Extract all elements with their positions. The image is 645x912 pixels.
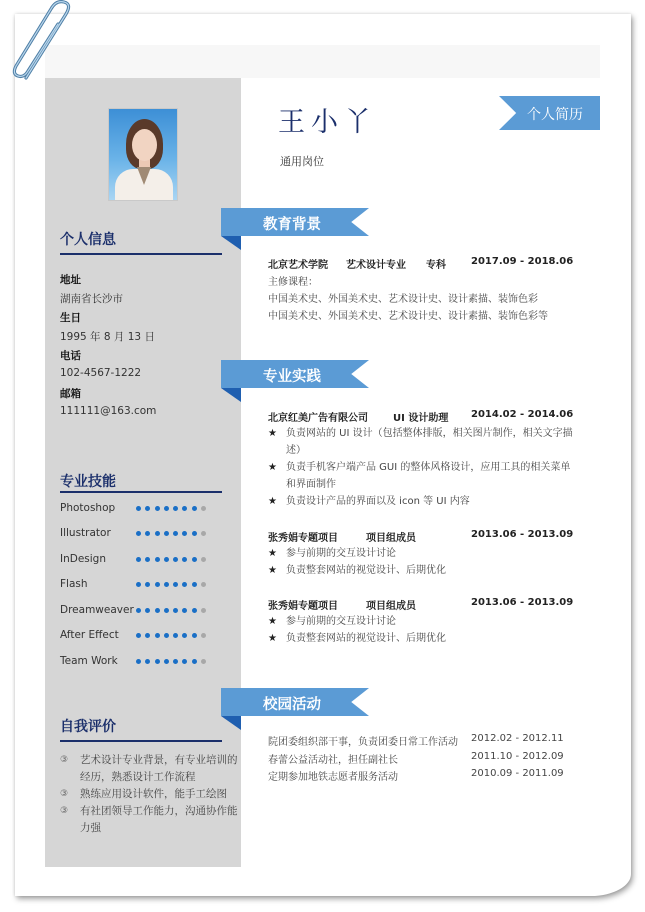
- circled-number-icon: ③: [60, 755, 69, 765]
- dot-icon: [173, 531, 178, 536]
- dot-icon: [145, 557, 150, 562]
- dot-icon: [173, 633, 178, 638]
- address-value: 湖南省长沙市: [60, 293, 123, 305]
- star-icon: ★: [268, 633, 277, 644]
- circled-number-icon: ③: [60, 806, 69, 816]
- skill-row: [60, 629, 225, 643]
- skill-name: Flash: [60, 578, 88, 590]
- dot-icon: [136, 608, 141, 613]
- skill-name: After Effect: [60, 629, 119, 641]
- dot-icon: [192, 633, 197, 638]
- section-ribbon-practice: 专业实践: [221, 360, 369, 402]
- dot-icon: [201, 608, 206, 613]
- dot-icon: [136, 557, 141, 562]
- skill-level-dots: [136, 659, 206, 664]
- skill-row: [60, 604, 225, 618]
- dot-icon: [201, 582, 206, 587]
- dot-icon: [136, 506, 141, 511]
- phone-label: 电话: [60, 350, 81, 362]
- profile-photo: [108, 108, 178, 201]
- dot-icon: [145, 582, 150, 587]
- paperclip-icon: [4, 0, 76, 86]
- skill-level-dots: [136, 557, 206, 562]
- dot-icon: [173, 659, 178, 664]
- dot-icon: [173, 582, 178, 587]
- address-label: 地址: [60, 274, 81, 286]
- dot-icon: [155, 557, 160, 562]
- dot-icon: [164, 659, 169, 664]
- dot-icon: [192, 608, 197, 613]
- job-title: 通用岗位: [280, 155, 324, 168]
- dot-icon: [155, 506, 160, 511]
- self-eval-heading: 自我评价: [60, 719, 116, 735]
- dot-icon: [155, 582, 160, 587]
- dot-icon: [173, 608, 178, 613]
- header-band: [45, 45, 600, 78]
- dot-icon: [145, 608, 150, 613]
- email-value: 111111@163.com: [60, 405, 157, 417]
- dot-icon: [192, 659, 197, 664]
- dot-icon: [182, 557, 187, 562]
- email-label: 邮箱: [60, 388, 81, 400]
- dot-icon: [155, 531, 160, 536]
- star-icon: ★: [268, 616, 277, 627]
- dot-icon: [182, 608, 187, 613]
- skill-level-dots: [136, 531, 206, 536]
- personal-info-heading: 个人信息: [60, 232, 116, 248]
- dot-icon: [136, 582, 141, 587]
- dot-icon: [192, 557, 197, 562]
- section-ribbon-campus: 校园活动: [221, 688, 369, 730]
- dot-icon: [192, 506, 197, 511]
- dot-icon: [136, 531, 141, 536]
- dot-icon: [145, 633, 150, 638]
- dot-icon: [182, 659, 187, 664]
- dot-icon: [164, 633, 169, 638]
- dot-icon: [155, 608, 160, 613]
- birthday-label: 生日: [60, 312, 81, 324]
- dot-icon: [182, 582, 187, 587]
- dot-icon: [201, 557, 206, 562]
- star-icon: ★: [268, 548, 277, 559]
- dot-icon: [201, 633, 206, 638]
- dot-icon: [201, 506, 206, 511]
- course-line: 中国美术史、外国美术史、艺术设计史、设计素描、装饰色彩等: [268, 311, 548, 322]
- skill-name: Dreamweaver: [60, 604, 134, 616]
- self-eval-item: ③ 艺术设计专业背景，有专业培训的经历，熟悉设计工作流程: [60, 754, 238, 783]
- skill-level-dots: [136, 506, 206, 511]
- star-icon: ★: [268, 428, 277, 439]
- star-icon: ★: [268, 565, 277, 576]
- activity-row: 院团委组织部干事，负责团委日常工作活动 2012.02 - 2012.11: [268, 733, 564, 748]
- dot-icon: [182, 506, 187, 511]
- courses-label: 主修课程：: [268, 277, 318, 288]
- dot-icon: [145, 531, 150, 536]
- dot-icon: [164, 582, 169, 587]
- self-eval-item: ③ 有社团领导工作能力，沟通协作能力强: [60, 805, 238, 834]
- dot-icon: [145, 659, 150, 664]
- activity-row: 春蕾公益活动社，担任副社长 2011.10 - 2012.09: [268, 751, 564, 766]
- dot-icon: [192, 582, 197, 587]
- section-ribbon-education: 教育背景: [221, 208, 369, 250]
- star-icon: ★: [268, 462, 277, 473]
- skill-name: Illustrator: [60, 527, 111, 539]
- course-line: 中国美术史、外国美术史、艺术设计史、设计素描、装饰色彩: [268, 294, 538, 305]
- dot-icon: [145, 506, 150, 511]
- skill-row: [60, 553, 225, 567]
- dot-icon: [164, 557, 169, 562]
- resume-tag: 个人简历: [499, 96, 600, 130]
- candidate-name: 王小丫: [278, 107, 377, 138]
- circled-number-icon: ③: [60, 789, 69, 799]
- dot-icon: [136, 659, 141, 664]
- self-eval-item: ③ 熟练应用设计软件，能手工绘图: [60, 786, 240, 803]
- skill-row: [60, 502, 225, 516]
- dot-icon: [201, 659, 206, 664]
- skill-level-dots: [136, 608, 206, 613]
- skill-name: Photoshop: [60, 502, 116, 514]
- dot-icon: [136, 633, 141, 638]
- skill-level-dots: [136, 582, 206, 587]
- skills-heading: 专业技能: [60, 474, 116, 490]
- dot-icon: [164, 531, 169, 536]
- dot-icon: [201, 531, 206, 536]
- dot-icon: [155, 659, 160, 664]
- birthday-value: 1995 年 8 月 13 日: [60, 331, 155, 343]
- dot-icon: [173, 506, 178, 511]
- skill-name: InDesign: [60, 553, 107, 565]
- skill-row: [60, 578, 225, 592]
- divider: [60, 253, 222, 255]
- dot-icon: [173, 557, 178, 562]
- dot-icon: [192, 531, 197, 536]
- activity-row: 定期参加地铁志愿者服务活动 2010.09 - 2011.09: [268, 768, 564, 783]
- dot-icon: [182, 633, 187, 638]
- skill-row: [60, 655, 225, 669]
- phone-value: 102-4567-1222: [60, 367, 142, 379]
- dot-icon: [164, 608, 169, 613]
- dot-icon: [164, 506, 169, 511]
- skill-row: [60, 527, 225, 541]
- skill-name: Team Work: [60, 655, 118, 667]
- star-icon: ★: [268, 496, 277, 507]
- divider: [60, 491, 222, 493]
- skill-level-dots: [136, 633, 206, 638]
- dot-icon: [182, 531, 187, 536]
- divider: [60, 740, 222, 742]
- dot-icon: [155, 633, 160, 638]
